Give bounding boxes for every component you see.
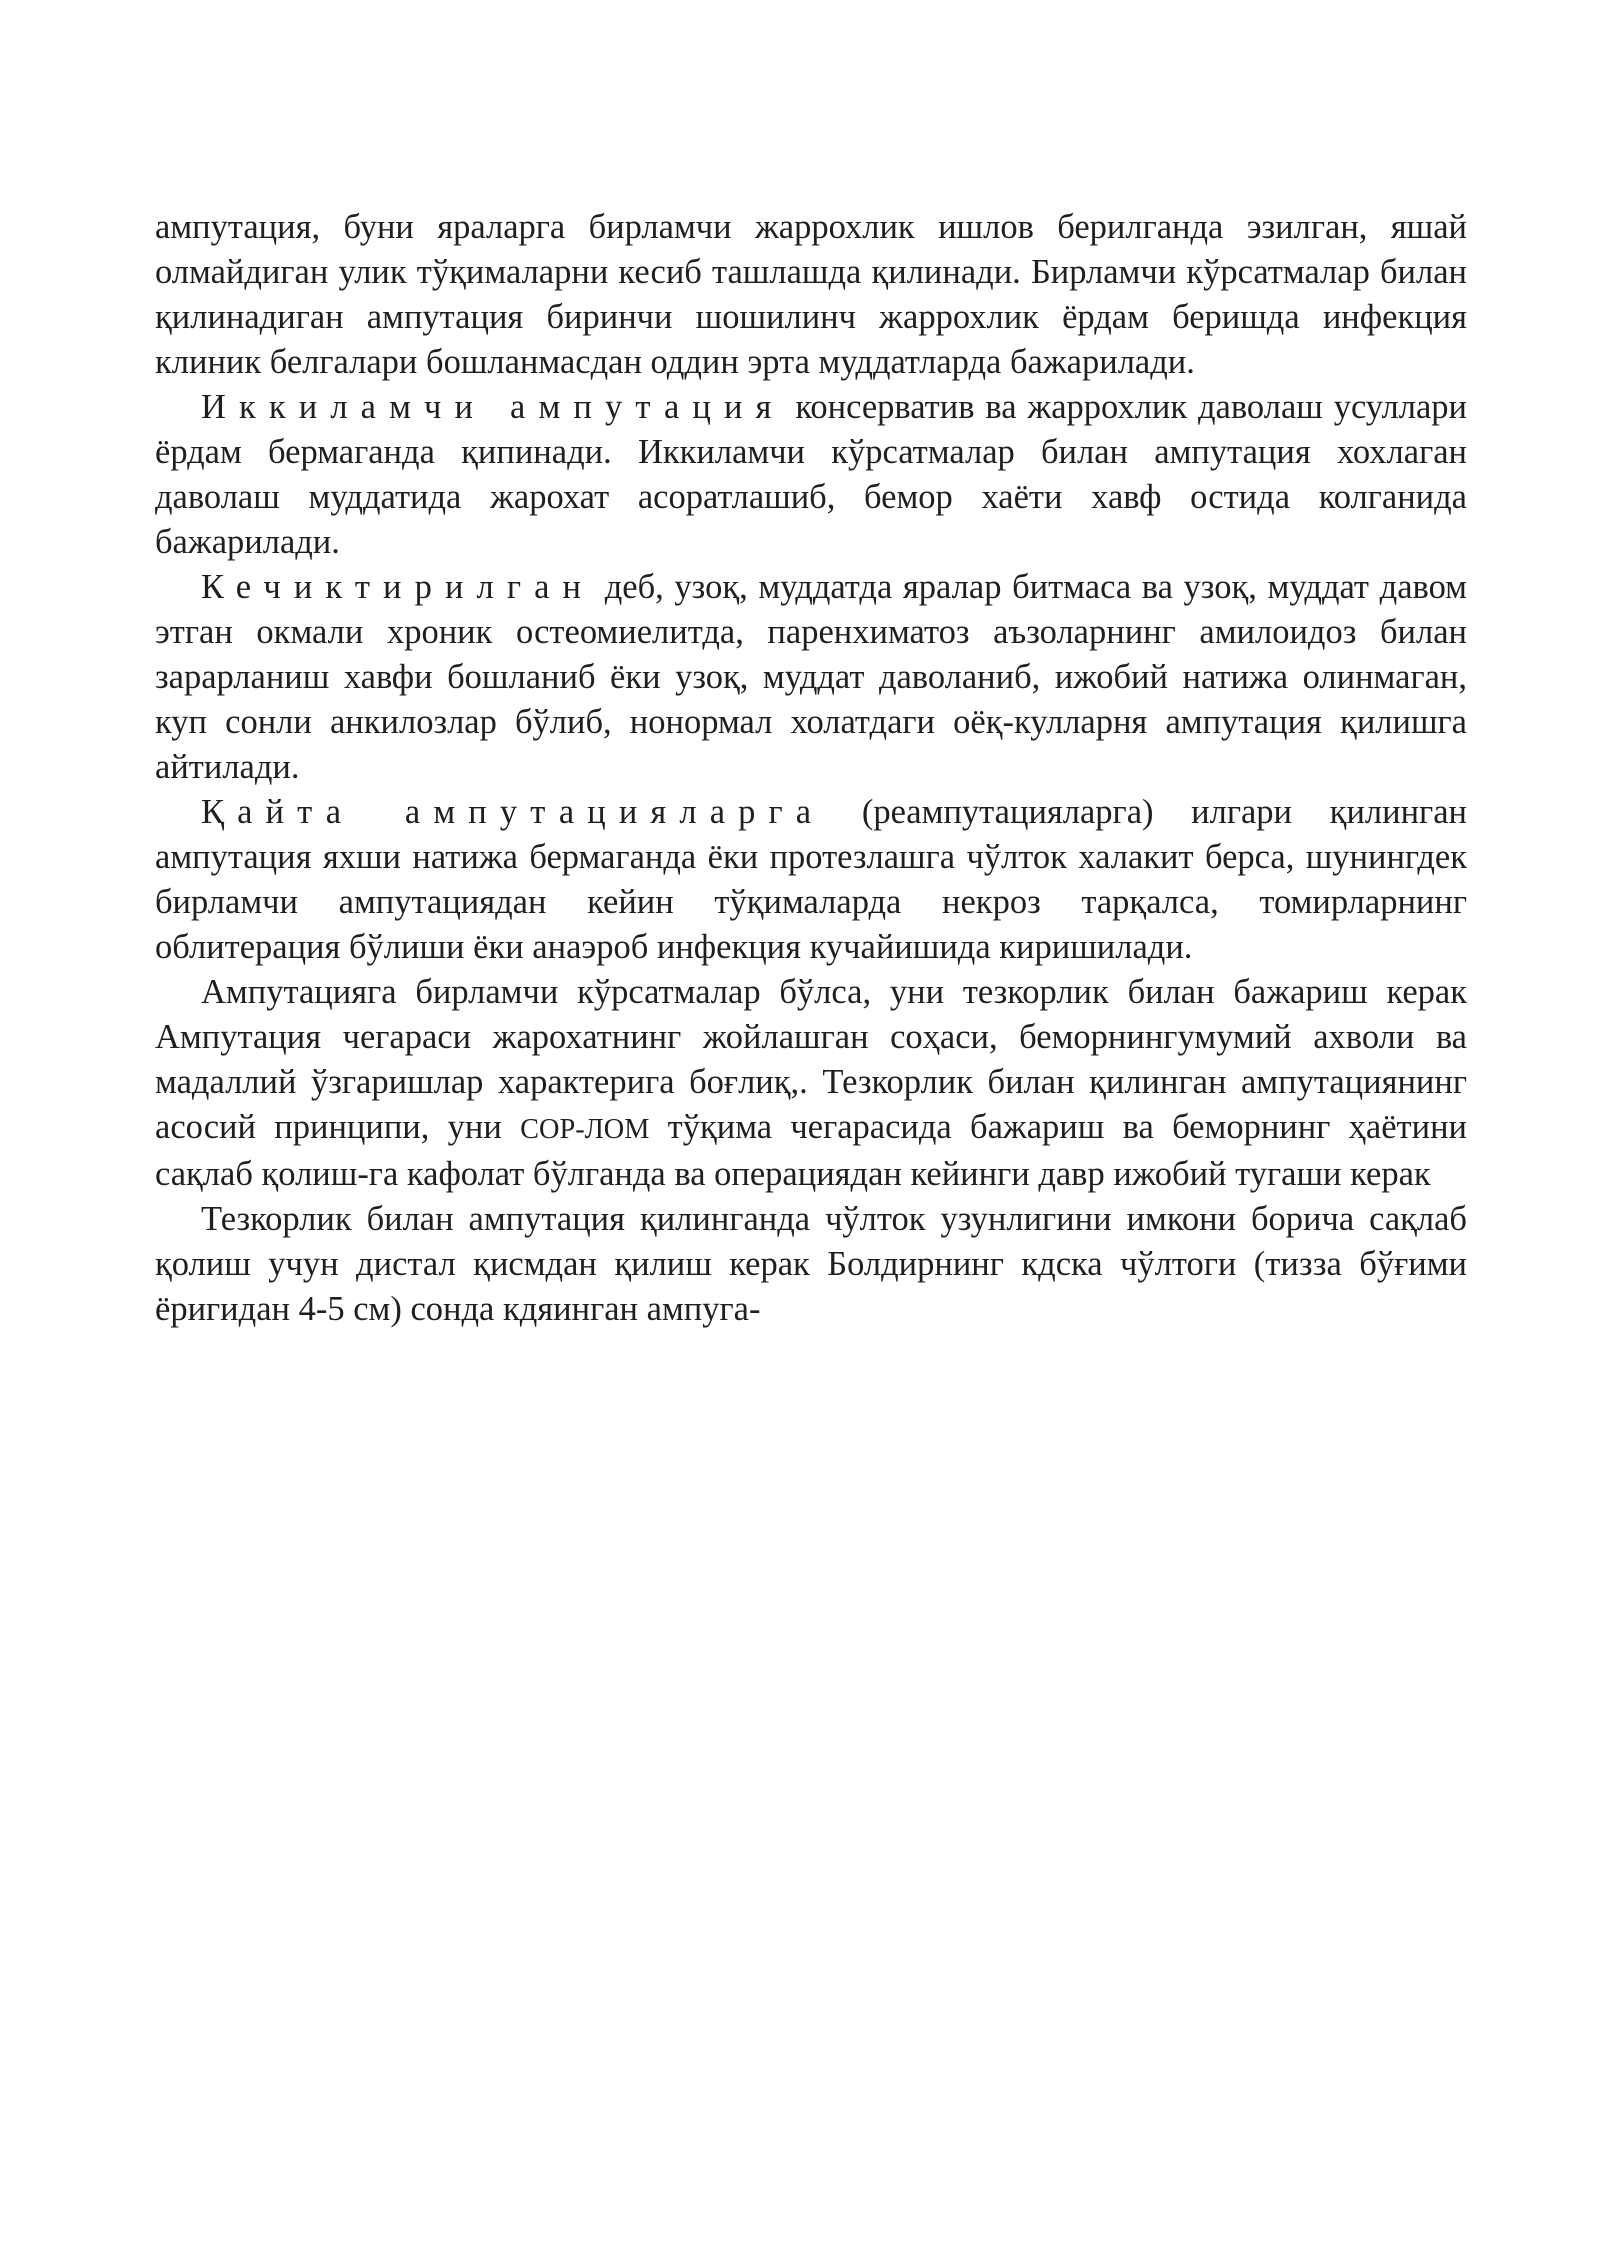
paragraph-2-term: Иккиламчи ампутация	[201, 388, 785, 426]
paragraph-5	[155, 970, 1467, 1197]
paragraph-1-text: ампутация, буни яраларга бирламчи жаррохлик ишлов берилганда эзилган, яшай олмайдиган улик тўқималарни кесиб ташлашда қилинади. Бирламчи кўрсатмалар билан қилинадиган ампутация биринчи шошилинч жаррохлик ёрдам беришда инфекция клиник белгалари бошланмасдан оддин эрта муддатларда бажарилади.	[155, 208, 1467, 381]
paragraph-5-text-before: Ампутацияга бирламчи кўрсатмалар бўлса, уни тезкорлик билан бажариш керак Ампутация чегараси жарохатнинг жойлашган соҳаси, беморнингумумий ахволи ва мадаллий ўзгаришлар характерига боғлиқ,. Тезкорлик билан қилинган ампутациянинг асосий принципи, уни	[155, 973, 1467, 1146]
paragraph-3	[155, 565, 1467, 790]
paragraph-4	[155, 790, 1467, 970]
document-page	[155, 205, 1467, 1332]
paragraph-4-term: Қайта ампутацияларга	[201, 793, 825, 831]
paragraph-2-text: консерватив ва жаррохлик даволаш усуллари ёрдам бермаганда қипинади. Иккиламчи кўрсатмалар билан ампутация хохлаган даволаш муддатида жарохат асоратлашиб, бемор хаёти хавф остида колганида бажарилади.	[155, 388, 1467, 561]
paragraph-6	[155, 1197, 1467, 1332]
paragraph-3-text: деб, узоқ, муддатда яралар битмаса ва узоқ, муддат давом этган окмали хроник остеомиелитда, паренхиматоз аъзоларнинг амилоидоз билан зарарланиш хавфи бошланиб ёки узоқ, муддат даволаниб, ижобий натижа олинмаган, куп сонли анкилозлар бўлиб, нонормал холатдаги оёқ-кулларня ампутация қилишга айтилади.	[155, 568, 1467, 786]
paragraph-6-text: Тезкорлик билан ампутация қилинганда чўлток узунлигини имкони борича сақлаб қолиш учун дистал қисмдан қилиш керак Болдирнинг кдска чўлтоги (тизза бўғими ёригидан 4-5 см) сонда кдяинган ампуга-	[155, 1200, 1467, 1328]
paragraph-5-small-text: СОР-ЛОМ	[520, 1114, 650, 1145]
paragraph-1	[155, 205, 1467, 385]
paragraph-2	[155, 385, 1467, 565]
paragraph-3-term: Кечиктирилган	[201, 568, 595, 606]
paragraph-4-text: (реампутацияларга) илгари қилинган ампутация яхши натижа бермаганда ёки протезлашга чўлток халакит берса, шунингдек бирламчи ампутациядан кейин тўқималарда некроз тарқалса, томирларнинг облитерация бўлиши ёки анаэроб инфекция кучайишида киришилади.	[155, 793, 1467, 966]
paragraph-5-text-after: тўқима чегарасида бажариш ва беморнинг ҳаётини сақлаб қолиш-га кафолат бўлганда ва операциядан кейинги давр ижобий тугаши керак	[155, 1108, 1468, 1193]
